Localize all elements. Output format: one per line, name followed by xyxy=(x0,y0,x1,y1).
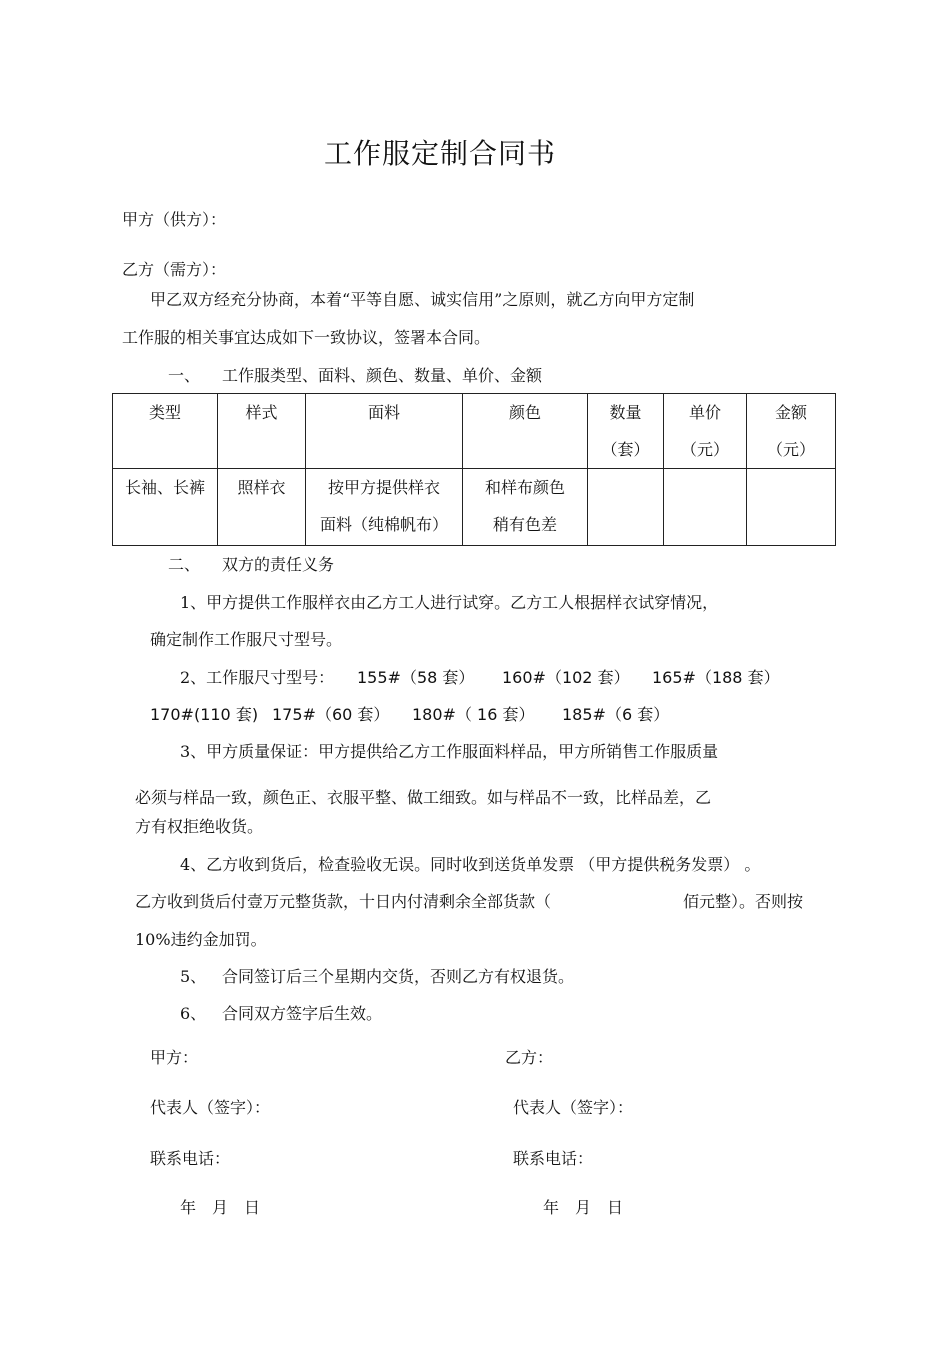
cell-color: 和样布颜色 稍有色差 xyxy=(463,469,588,546)
party-b-representative: 代表人（签字）： xyxy=(513,1098,634,1117)
size-175: 175#（60 套） xyxy=(272,705,390,724)
party-b-label: 乙方（需方）： xyxy=(122,260,227,279)
clause-4-line-2a: 乙方收到货后付壹万元整货款，十日内付清剩余全部货款（ xyxy=(135,892,552,911)
cell-type: 长袖、长裤 xyxy=(113,469,218,546)
clause-4-line-2b: 佰元整）。否则按 xyxy=(683,892,804,911)
size-165: 165#（188 套） xyxy=(652,668,780,687)
clause-2-prefix: 2、工作服尺寸型号： xyxy=(180,668,335,687)
party-b-phone: 联系电话： xyxy=(513,1149,594,1168)
table-header-row xyxy=(113,394,836,469)
signature-party-a: 甲方： xyxy=(150,1048,199,1067)
cell-amount xyxy=(747,469,836,546)
header-type: 类型 xyxy=(113,394,218,469)
size-180: 180#（ 16 套） xyxy=(412,705,535,724)
size-185: 185#（6 套） xyxy=(562,705,670,724)
party-a-phone: 联系电话： xyxy=(150,1149,231,1168)
intro-line-1: 甲乙双方经充分协商，本着“平等自愿、诚实信用”之原则，就乙方向甲方定制 xyxy=(150,290,695,309)
clause-3-line-1: 3、甲方质量保证：甲方提供给乙方工作服面料样品，甲方所销售工作服质量 xyxy=(180,742,719,761)
party-b-date: 年 月 日 xyxy=(543,1198,624,1217)
clause-6-number: 6、 xyxy=(180,1004,207,1023)
header-color: 颜色 xyxy=(463,394,588,469)
header-fabric: 面料 xyxy=(306,394,463,469)
signature-party-b: 乙方： xyxy=(505,1048,554,1067)
cell-style: 照样衣 xyxy=(218,469,306,546)
spec-table xyxy=(112,393,836,546)
clause-5-text: 合同签订后三个星期内交货，否则乙方有权退货。 xyxy=(222,967,575,986)
clause-5-number: 5、 xyxy=(180,967,207,986)
clause-1-line-2: 确定制作工作服尺寸型号。 xyxy=(150,630,343,649)
clause-3-line-3: 方有权拒绝收货。 xyxy=(135,817,264,836)
section-2-title: 双方的责任义务 xyxy=(222,555,335,574)
cell-quantity xyxy=(588,469,664,546)
size-160: 160#（102 套） xyxy=(502,668,630,687)
party-a-representative: 代表人（签字）： xyxy=(150,1098,271,1117)
section-1-number: 一、 xyxy=(168,366,201,385)
party-a-date: 年 月 日 xyxy=(180,1198,261,1217)
clause-1-line-1: 1、甲方提供工作服样衣由乙方工人进行试穿。乙方工人根据样衣试穿情况， xyxy=(180,593,719,612)
header-style: 样式 xyxy=(218,394,306,469)
section-2-number: 二、 xyxy=(168,555,201,574)
clause-4-line-3: 10%违约金加罚。 xyxy=(135,930,267,949)
table-row xyxy=(113,469,836,546)
intro-line-2: 工作服的相关事宜达成如下一致协议，签署本合同。 xyxy=(122,328,491,347)
document-title: 工作服定制合同书 xyxy=(323,137,556,170)
party-a-label: 甲方（供方）： xyxy=(122,210,227,229)
size-170: 170#(110 套) xyxy=(150,705,259,724)
size-155: 155#（58 套） xyxy=(357,668,475,687)
cell-unit-price xyxy=(664,469,747,546)
section-1-title: 工作服类型、面料、颜色、数量、单价、金额 xyxy=(222,366,543,385)
header-unit-price: 单价 （元） xyxy=(664,394,747,469)
header-quantity: 数量 （套） xyxy=(588,394,664,469)
clause-4-line-1: 4、乙方收到货后，检查验收无误。同时收到送货单发票 （甲方提供税务发票） 。 xyxy=(180,855,761,874)
header-amount: 金额 （元） xyxy=(747,394,836,469)
clause-6-text: 合同双方签字后生效。 xyxy=(222,1004,383,1023)
clause-3-line-2: 必须与样品一致，颜色正、衣服平整、做工细致。如与样品不一致，比样品差，乙 xyxy=(135,788,712,807)
cell-fabric: 按甲方提供样衣 面料（纯棉帆布） xyxy=(306,469,463,546)
